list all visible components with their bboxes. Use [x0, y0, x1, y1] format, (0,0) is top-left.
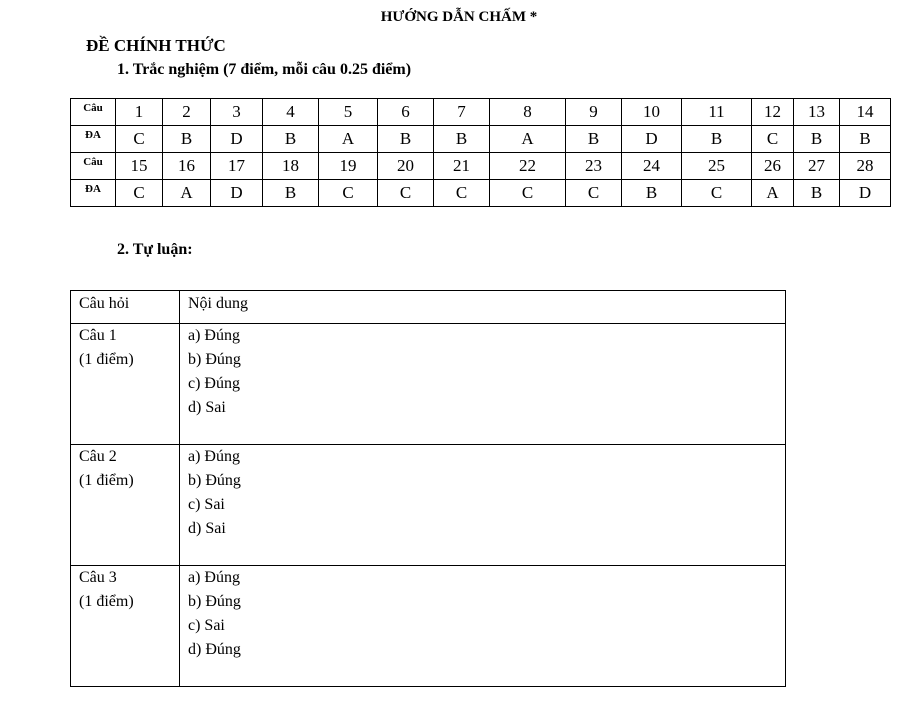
question-number: 27	[794, 153, 840, 180]
answer-row	[71, 126, 891, 153]
section-1-heading: 1. Trắc nghiệm (7 điểm, mỗi câu 0.25 điểm)	[117, 61, 412, 78]
question-label: Câu 1	[79, 327, 117, 344]
essay-row	[71, 566, 786, 687]
question-number: 12	[752, 99, 794, 126]
answer-line: b) Đúng	[188, 593, 241, 610]
essay-header-row	[71, 291, 786, 324]
answer-cell: B	[434, 126, 490, 153]
question-number: 1	[116, 99, 163, 126]
essay-content-cell	[180, 566, 786, 687]
answer-line: b) Đúng	[188, 472, 241, 489]
question-number: 25	[682, 153, 752, 180]
essay-question-cell	[71, 445, 180, 566]
essay-header-question: Câu hỏi	[71, 291, 180, 324]
question-number: 17	[211, 153, 263, 180]
answer-line: d) Đúng	[188, 641, 241, 658]
answer-cell: C	[319, 180, 378, 207]
answer-cell: C	[490, 180, 566, 207]
answer-cell: D	[211, 126, 263, 153]
question-number: 4	[263, 99, 319, 126]
answer-cell: B	[622, 180, 682, 207]
answer-cell: D	[840, 180, 891, 207]
answer-cell: B	[794, 180, 840, 207]
answer-cell: A	[490, 126, 566, 153]
answer-cell: C	[752, 126, 794, 153]
row-label-answer: ĐA	[71, 126, 116, 153]
answer-cell: B	[566, 126, 622, 153]
section-2-heading: 2. Tự luận:	[117, 241, 193, 258]
answer-line: a) Đúng	[188, 569, 240, 586]
answer-cell: C	[682, 180, 752, 207]
answer-cell: B	[794, 126, 840, 153]
question-number: 23	[566, 153, 622, 180]
essay-header-content: Nội dung	[180, 291, 786, 324]
essay-answer-table	[70, 290, 786, 687]
answer-cell: C	[116, 180, 163, 207]
question-number: 19	[319, 153, 378, 180]
answer-cell: A	[752, 180, 794, 207]
question-points: (1 điểm)	[79, 351, 134, 368]
question-row	[71, 153, 891, 180]
essay-question-cell	[71, 324, 180, 445]
question-number: 22	[490, 153, 566, 180]
question-number: 11	[682, 99, 752, 126]
question-number: 26	[752, 153, 794, 180]
question-number: 8	[490, 99, 566, 126]
essay-content-cell	[180, 324, 786, 445]
essay-row	[71, 324, 786, 445]
answer-cell: D	[211, 180, 263, 207]
answer-cell: D	[622, 126, 682, 153]
question-number: 18	[263, 153, 319, 180]
question-number: 16	[163, 153, 211, 180]
answer-row	[71, 180, 891, 207]
answer-line: a) Đúng	[188, 327, 240, 344]
answer-cell: B	[378, 126, 434, 153]
answer-line: b) Đúng	[188, 351, 241, 368]
answer-line: c) Sai	[188, 496, 225, 513]
question-number: 3	[211, 99, 263, 126]
official-label: ĐỀ CHÍNH THỨC	[86, 36, 226, 55]
essay-content-cell	[180, 445, 786, 566]
question-label: Câu 2	[79, 448, 117, 465]
answer-cell: B	[163, 126, 211, 153]
question-label: Câu 3	[79, 569, 117, 586]
answer-cell: B	[263, 180, 319, 207]
question-number: 6	[378, 99, 434, 126]
question-row	[71, 99, 891, 126]
row-label-question: Câu	[71, 153, 116, 180]
answer-cell: B	[840, 126, 891, 153]
question-number: 9	[566, 99, 622, 126]
answer-cell: A	[319, 126, 378, 153]
question-number: 7	[434, 99, 490, 126]
question-number: 5	[319, 99, 378, 126]
question-number: 15	[116, 153, 163, 180]
essay-row	[71, 445, 786, 566]
question-number: 21	[434, 153, 490, 180]
multiple-choice-answer-table	[70, 98, 891, 207]
answer-cell: C	[566, 180, 622, 207]
answer-line: d) Sai	[188, 520, 226, 537]
question-points: (1 điểm)	[79, 593, 134, 610]
essay-question-cell	[71, 566, 180, 687]
question-number: 13	[794, 99, 840, 126]
question-number: 14	[840, 99, 891, 126]
answer-cell: C	[378, 180, 434, 207]
answer-cell: C	[116, 126, 163, 153]
row-label-answer: ĐA	[71, 180, 116, 207]
answer-cell: A	[163, 180, 211, 207]
answer-line: c) Sai	[188, 617, 225, 634]
row-label-question: Câu	[71, 99, 116, 126]
answer-cell: C	[434, 180, 490, 207]
answer-line: a) Đúng	[188, 448, 240, 465]
answer-line: d) Sai	[188, 399, 226, 416]
question-number: 2	[163, 99, 211, 126]
question-points: (1 điểm)	[79, 472, 134, 489]
question-number: 10	[622, 99, 682, 126]
question-number: 20	[378, 153, 434, 180]
answer-cell: B	[682, 126, 752, 153]
answer-cell: B	[263, 126, 319, 153]
question-number: 24	[622, 153, 682, 180]
question-number: 28	[840, 153, 891, 180]
answer-line: c) Đúng	[188, 375, 240, 392]
document-title: HƯỚNG DẪN CHẤM *	[380, 9, 538, 25]
